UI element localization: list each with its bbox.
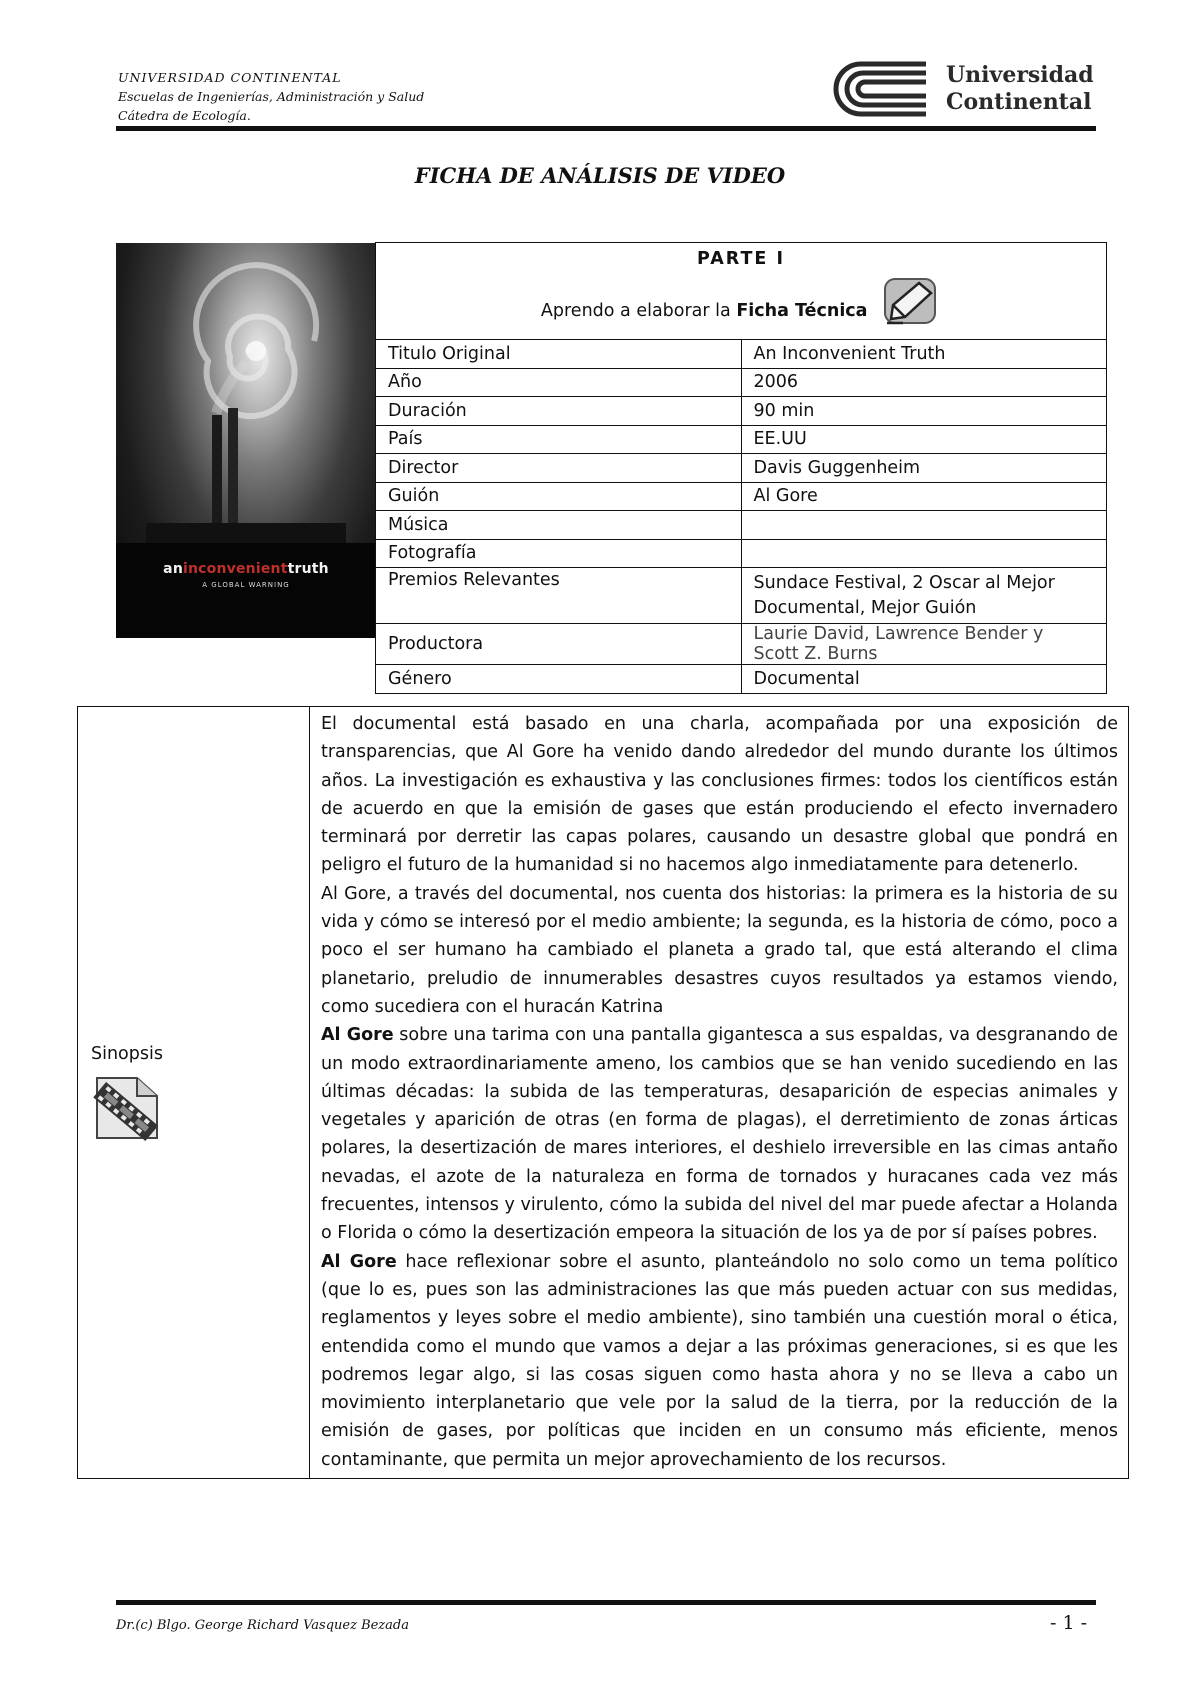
synopsis-paragraph-3 [321,1021,1118,1247]
field-label: Fotografía [376,539,742,568]
synopsis-bold-name: Al Gore [321,1025,394,1046]
synopsis-paragraph-2: Al Gore, a través del documental, nos cuenta dos historias: la primera es la historia de su vida y cómo se interesó por el medio ambiente; la segunda, es la historia de cómo, poco a poco el ser humano ha cambiado el planeta a grado tal, que está alterando el clima planetario, preludio de innumerables desastres cuyos resultados ya estamos viendo, como sucediera con el huracán Katrina [321,883,1118,1017]
field-value: Laurie David, Lawrence Bender y Scott Z. Burns [741,624,1107,665]
document-title: FICHA DE ANÁLISIS DE VIDEO [414,163,786,188]
field-value [741,511,1107,540]
field-value: Davis Guggenheim [741,454,1107,483]
field-label: Titulo Original [376,340,742,369]
synopsis-label: Sinopsis [91,1043,163,1064]
field-label: Productora [376,624,742,665]
footer-author: Dr.(c) Blgo. George Richard Vasquez Bezada [116,1618,409,1633]
page-number: - 1 - [1050,1612,1088,1634]
field-label: Director [376,454,742,483]
synopsis-label-cell [78,707,310,1479]
schools-line: Escuelas de Ingenierías, Administración y Salud [118,89,425,104]
field-label: País [376,425,742,454]
poster-title-pre: an [163,561,183,577]
logo-mark-icon [826,56,936,122]
field-label: Año [376,368,742,397]
synopsis-table [77,706,1129,1479]
part1-heading: PARTE I [697,249,785,269]
technical-sheet-table [375,242,1107,694]
poster-artwork [116,243,376,638]
field-value: Al Gore [741,482,1107,511]
part1-intro-text: Aprendo a elaborar la [540,301,737,321]
field-value: Documental [741,665,1107,694]
field-label: Premios Relevantes [376,568,742,624]
synopsis-bold-name: Al Gore [321,1251,397,1272]
university-name: UNIVERSIDAD CONTINENTAL [118,70,342,85]
synopsis-paragraph-3-text: sobre una tarima con una pantalla gigantesca a sus espaldas, va desgranando de un modo extraordinariamente ameno, los cambios que se han venido sucediendo en las últimas décadas: la subida de las temperaturas, desaparición de especias animales y vegetales y aparición de otras (en forma de plagas), el derretimiento de zonas árticas polares, la desertización de mares interiores, el deshielo irreversible en las cimas antaño nevadas, el azote de la naturaleza en forma de tornados y huracanes cada vez más frecuentes, intensos y virulento, cómo la subida del nivel del mar puede afectar a Holanda o Florida o cómo la desertización empeora la situación de los ya de por sí países pobres. [321,1025,1118,1244]
header-rule [116,126,1096,131]
field-value: 2006 [741,368,1107,397]
field-value: EE.UU [741,425,1107,454]
synopsis-paragraph-1: El documental está basado en una charla, acompañada por una exposición de transparencias, que Al Gore ha venido dando alrededor del mundo durante los últimos años. La investigación es exhaustiva y las conclusiones firmes: todos los científicos están de acuerdo en que la emisión de gases que están produciendo el efecto invernadero terminará por derretir las capas polares, causando un desastre global que pondrá en peligro el futuro de la humanidad si no hacemos algo inmediatamente para detenerlo. [321,714,1118,876]
logo-line-1: Universidad [946,62,1094,88]
part1-intro-bold: Ficha Técnica [736,301,868,321]
movie-poster [116,243,376,638]
part1-intro [376,293,1106,329]
poster-title [116,561,376,577]
pencil-icon [879,273,941,329]
field-value [741,539,1107,568]
field-label: Género [376,665,742,694]
field-label: Guión [376,482,742,511]
field-value: An Inconvenient Truth [741,340,1107,369]
university-logo [826,56,1096,128]
field-value: Sundace Festival, 2 Oscar al Mejor Documental, Mejor Guión [741,568,1107,624]
synopsis-text-cell [310,707,1129,1479]
chair-line: Cátedra de Ecología. [118,108,251,123]
field-label: Música [376,511,742,540]
part1-header-cell [376,243,1107,340]
field-value: 90 min [741,397,1107,426]
poster-title-red: inconvenient [183,561,288,577]
synopsis-paragraph-4-text: hace reflexionar sobre el asunto, planteándolo no solo como un tema político (que lo es, pues son las administraciones las que más pueden actuar con sus medidas, reglamentos y leyes sobre el medio ambiente), sino también una cuestión moral o ética, entendida como el mundo que vamos a dejar a las próximas generaciones, si es que les podremos legar algo, si las cosas siguen como hasta ahora y no se lleva a cabo un movimiento interplanetario que vele por la salud de la tierra, por la reducción de la emisión de gases, por políticas que inciden en un consumo más eficiente, menos contaminante, que permita un mejor aprovechamiento de los recursos. [321,1251,1118,1470]
field-label: Duración [376,397,742,426]
film-icon [91,1074,163,1142]
header-institution [118,68,424,125]
poster-title-post: truth [287,561,329,577]
poster-subtitle: A GLOBAL WARNING [202,581,290,589]
logo-line-2: Continental [946,89,1092,115]
footer-rule [116,1600,1096,1605]
synopsis-paragraph-4 [321,1248,1118,1474]
